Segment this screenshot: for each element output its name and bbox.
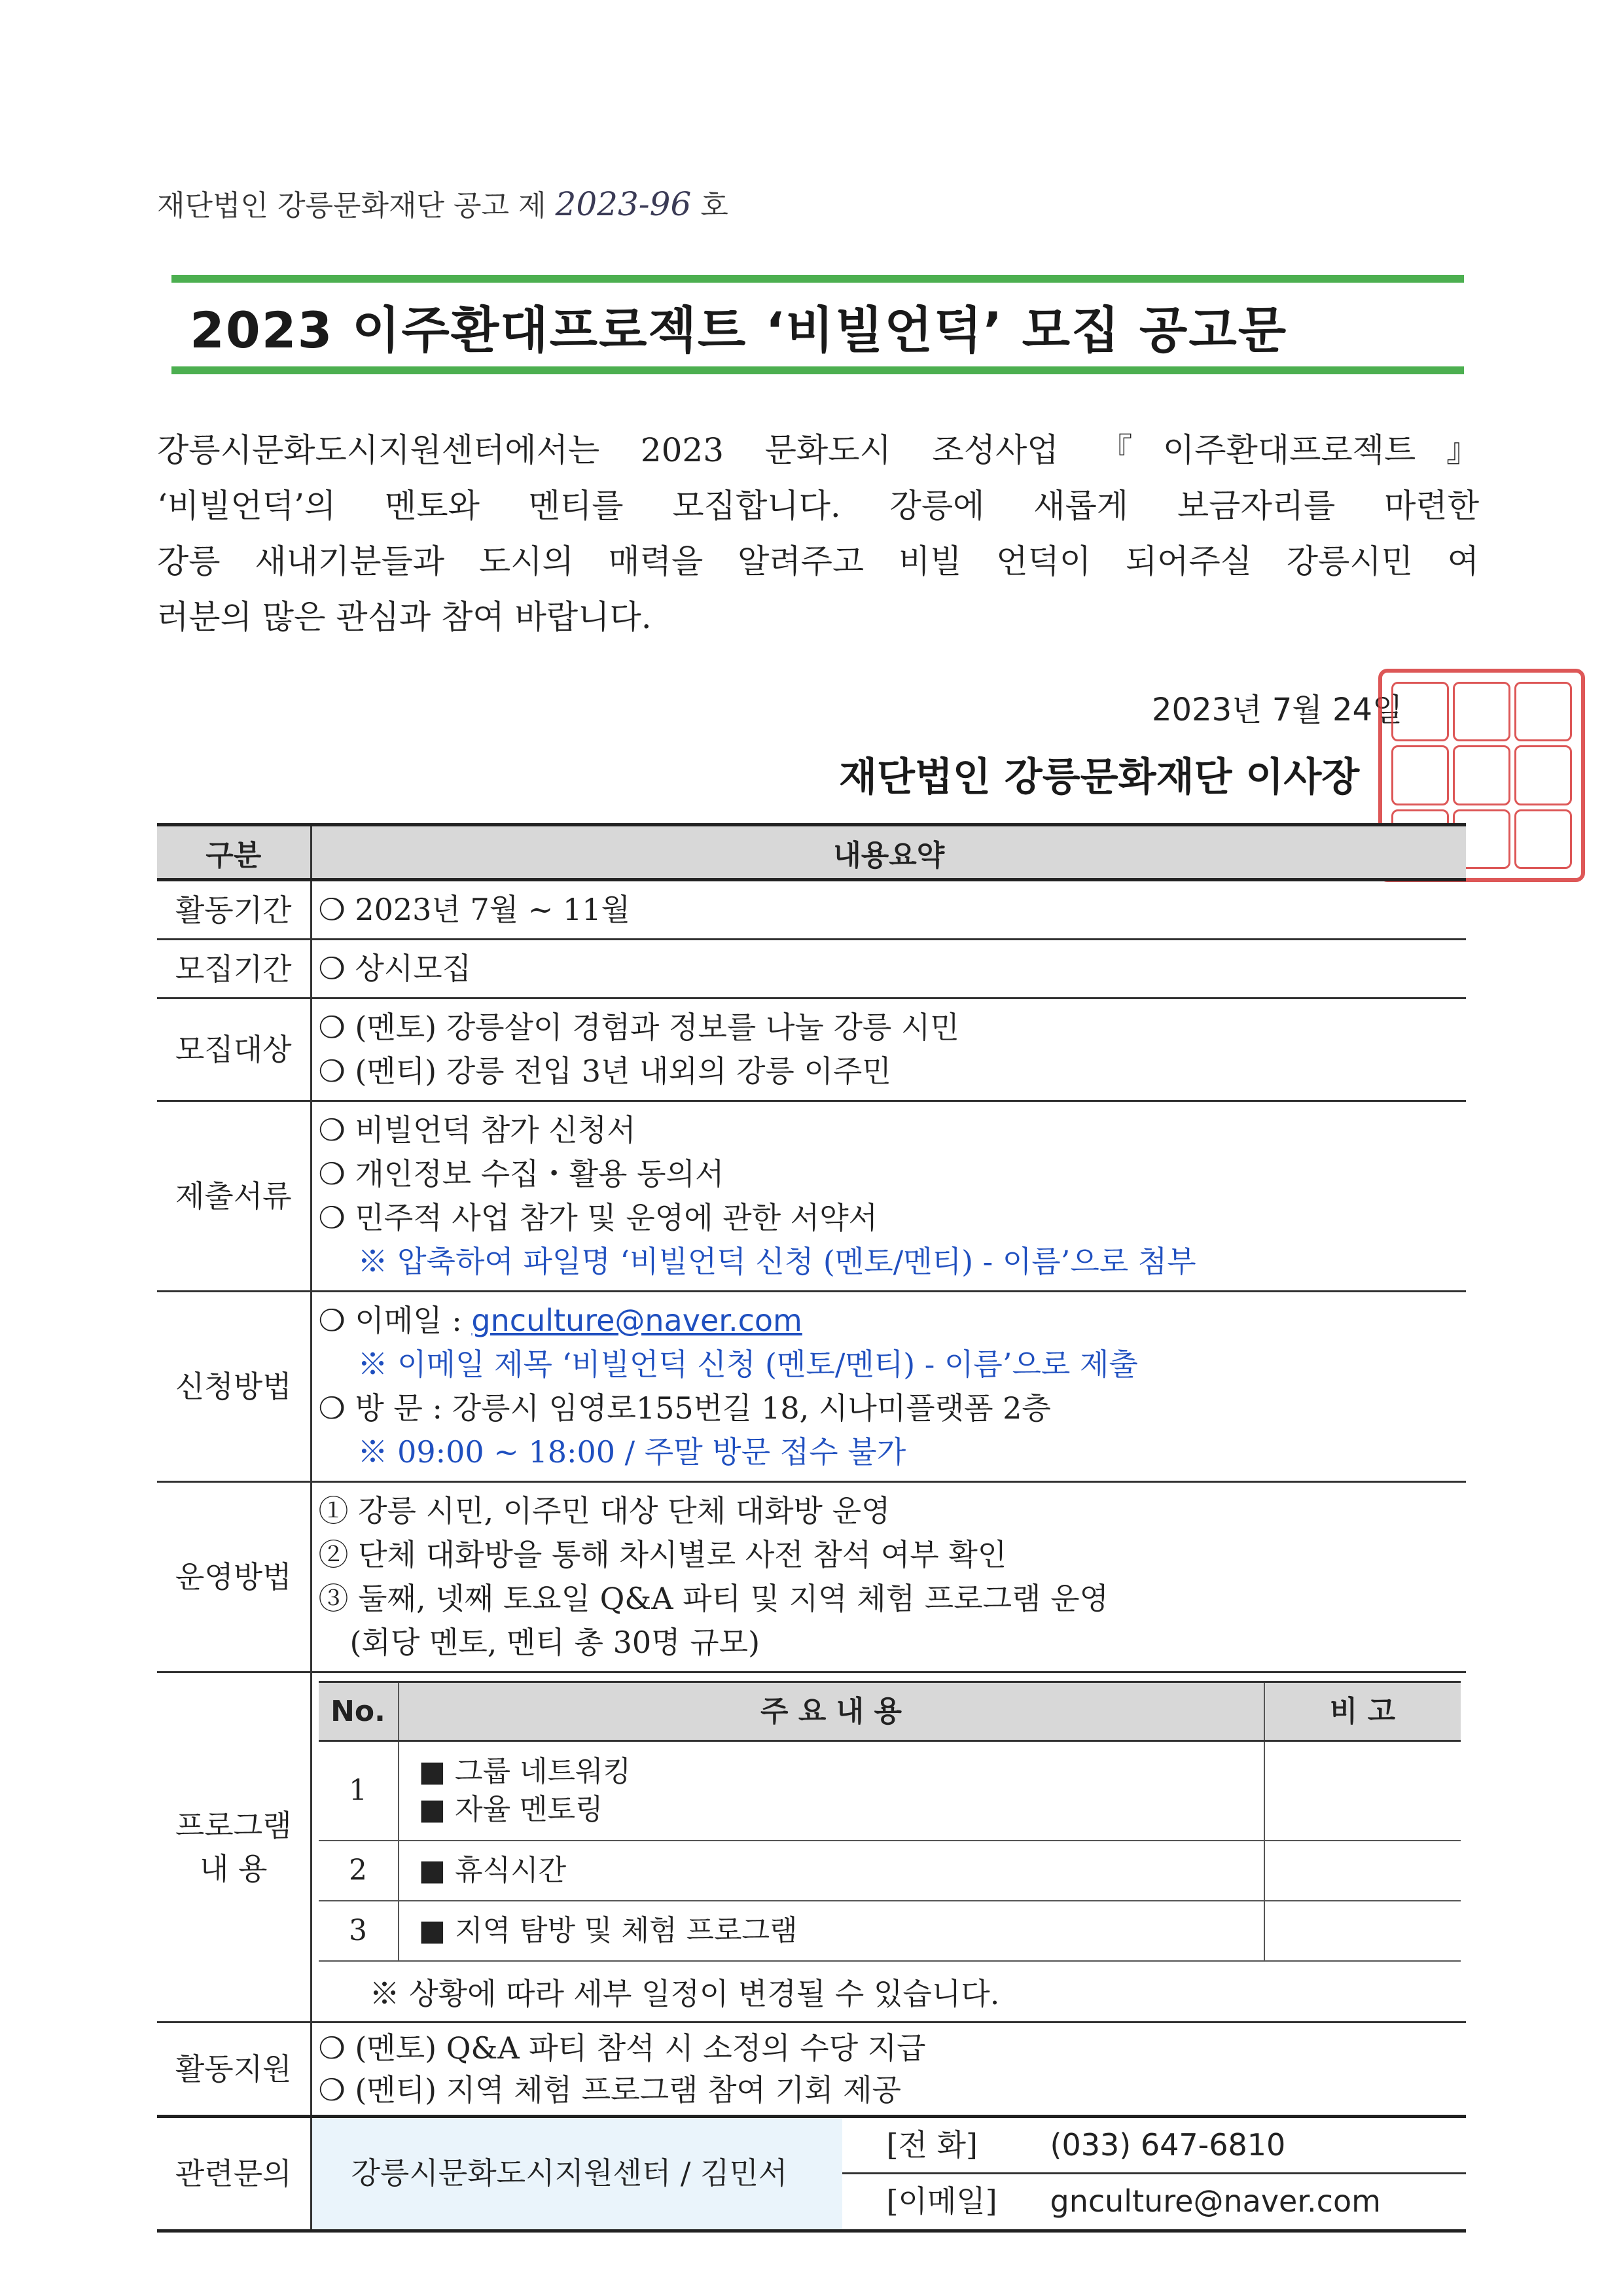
list-item: ❍ (멘티) 강릉 전입 3년 내외의 강릉 이주민 bbox=[318, 1053, 891, 1089]
list-item: ③ 둘째, 넷째 토요일 Q&A 파티 및 지역 체험 프로그램 운영 bbox=[318, 1581, 1109, 1616]
program-remark bbox=[1264, 1741, 1461, 1841]
row-content bbox=[311, 1482, 1466, 1672]
row-label: 신청방법 bbox=[157, 1292, 311, 1482]
intro-line: ‘비빌언덕’의 멘토와 멘티를 모집합니다. 강릉에 새롭게 보금자리를 마련한 bbox=[157, 487, 1479, 525]
program-item: ■ 자율 멘토링 bbox=[418, 1792, 603, 1826]
summary-table bbox=[157, 823, 1466, 2233]
program-label-line1: 프로그램 bbox=[175, 1807, 292, 1843]
program-no: 3 bbox=[319, 1901, 399, 1961]
apply-email-line bbox=[319, 1299, 1467, 1343]
program-item: ■ 그룹 네트워킹 bbox=[418, 1754, 632, 1788]
row-label: 활동지원 bbox=[157, 2022, 311, 2116]
contact-phone[interactable]: (033) 647-6810 bbox=[1050, 2127, 1286, 2163]
column-header-summary: 내용요약 bbox=[311, 825, 1466, 880]
notice-date: 2023년 7월 24일 bbox=[1152, 692, 1403, 728]
list-item: ❍ (멘토) 강릉살이 경험과 정보를 나눌 강릉 시민 bbox=[318, 1010, 959, 1045]
list-item: ❍ 개인정보 수집・활용 동의서 bbox=[318, 1156, 724, 1192]
program-item: ■ 휴식시간 bbox=[418, 1853, 567, 1887]
notice-prefix: 재단법인 강릉문화재단 공고 제 bbox=[157, 189, 546, 222]
contact-email[interactable]: gnculture@naver.com bbox=[1050, 2183, 1381, 2219]
program-desc bbox=[399, 1841, 1264, 1901]
page-title: 2023 이주환대프로젝트 ‘비빌언덕’ 모집 공고문 bbox=[190, 301, 1288, 359]
contact-email-label: [이메일] bbox=[886, 2183, 997, 2219]
row-content: ❍ 상시모집 bbox=[311, 940, 1466, 998]
program-desc bbox=[399, 1901, 1264, 1961]
program-no: 1 bbox=[319, 1741, 399, 1841]
row-content bbox=[311, 2116, 1466, 2231]
program-label-line2: 내 용 bbox=[200, 1850, 268, 1886]
row-content bbox=[311, 998, 1466, 1101]
row-content bbox=[311, 1672, 1466, 2022]
table-row bbox=[319, 1741, 1461, 1841]
contact-organization: 강릉시문화도시지원센터 / 김민서 bbox=[312, 2118, 842, 2229]
intro-line: 러분의 많은 관심과 참여 바랍니다. bbox=[157, 598, 652, 636]
list-item: ❍ 민주적 사업 참가 및 운영에 관한 서약서 bbox=[318, 1200, 878, 1235]
row-content bbox=[311, 1101, 1466, 1292]
row-documents bbox=[157, 1101, 1466, 1292]
list-item: ① 강릉 시민, 이주민 대상 단체 대화방 운영 bbox=[318, 1493, 891, 1528]
row-target bbox=[157, 998, 1466, 1101]
row-support bbox=[157, 2022, 1466, 2116]
list-item: ❍ (멘토) Q&A 파티 참석 시 소정의 수당 지급 bbox=[318, 2030, 926, 2066]
row-label: 모집대상 bbox=[157, 998, 311, 1101]
row-content bbox=[311, 1292, 1466, 1482]
intro-line: 강릉 새내기분들과 도시의 매력을 알려주고 비빌 언덕이 되어주실 강릉시민 여 bbox=[157, 542, 1479, 580]
program-remark bbox=[1264, 1841, 1461, 1901]
documents-note: ※ 압축하여 파일명 ‘비빌언덕 신청 (멘토/멘티) - 이름’으로 첨부 bbox=[357, 1244, 1196, 1279]
apply-visit-note: ※ 09:00 ~ 18:00 / 주말 방문 접수 불가 bbox=[357, 1434, 906, 1470]
title-rule-bottom bbox=[171, 366, 1464, 374]
program-desc bbox=[399, 1741, 1264, 1841]
row-operation bbox=[157, 1482, 1466, 1672]
list-item: ❍ 비빌언덕 참가 신청서 bbox=[318, 1112, 636, 1148]
contact-email-row bbox=[842, 2172, 1467, 2229]
row-apply bbox=[157, 1292, 1466, 1482]
row-label: 제출서류 bbox=[157, 1101, 311, 1292]
row-label: 운영방법 bbox=[157, 1482, 311, 1672]
row-contact bbox=[157, 2116, 1466, 2231]
list-item: (회당 멘토, 멘티 총 30명 규모) bbox=[349, 1625, 760, 1660]
row-activity-period bbox=[157, 880, 1466, 940]
program-remark bbox=[1264, 1901, 1461, 1961]
program-col-main: 주 요 내 용 bbox=[399, 1682, 1264, 1741]
row-label: 관련문의 bbox=[157, 2116, 311, 2231]
row-label: 모집기간 bbox=[157, 940, 311, 998]
table-row bbox=[319, 1901, 1461, 1961]
notice-number-line bbox=[157, 182, 728, 224]
row-content: ❍ 2023년 7월 ~ 11월 bbox=[311, 880, 1466, 940]
notice-suffix: 호 bbox=[700, 189, 728, 222]
contact-phone-label: [전 화] bbox=[886, 2127, 978, 2163]
row-label: 활동기간 bbox=[157, 880, 311, 940]
notice-number: 2023-96 bbox=[555, 185, 692, 223]
row-recruit-period bbox=[157, 940, 1466, 998]
apply-visit-line: ❍ 방 문 : 강릉시 임영로155번길 18, 시나미플랫폼 2층 bbox=[318, 1390, 1051, 1426]
table-row bbox=[319, 1841, 1461, 1901]
row-content bbox=[311, 2022, 1466, 2116]
program-table bbox=[319, 1681, 1461, 1962]
program-table-header bbox=[319, 1682, 1461, 1741]
program-item: ■ 지역 탐방 및 체험 프로그램 bbox=[418, 1913, 798, 1947]
program-no: 2 bbox=[319, 1841, 399, 1901]
contact-phone-row bbox=[842, 2118, 1467, 2173]
issuer-name: 재단법인 강릉문화재단 이사장 bbox=[839, 754, 1360, 800]
title-rule-top bbox=[171, 275, 1464, 283]
apply-email-note: ※ 이메일 제목 ‘비빌언덕 신청 (멘토/멘티) - 이름’으로 제출 bbox=[357, 1347, 1138, 1382]
column-header-category: 구분 bbox=[157, 825, 311, 880]
intro-paragraph bbox=[157, 423, 1479, 645]
list-item: ❍ (멘티) 지역 체험 프로그램 참여 기회 제공 bbox=[318, 2072, 901, 2108]
list-item: ② 단체 대화방을 통해 차시별로 사전 참석 여부 확인 bbox=[318, 1537, 1007, 1572]
apply-email-link[interactable]: gnculture@naver.com bbox=[471, 1303, 802, 1338]
program-col-remark: 비 고 bbox=[1264, 1682, 1461, 1741]
apply-email-label: ❍ 이메일 : bbox=[318, 1303, 472, 1338]
program-note: ※ 상황에 따라 세부 일정이 변경될 수 있습니다. bbox=[369, 1975, 1000, 2011]
program-col-no: No. bbox=[319, 1682, 399, 1741]
title-banner bbox=[171, 275, 1464, 374]
row-label bbox=[157, 1672, 311, 2022]
summary-table-header bbox=[157, 825, 1466, 880]
row-program bbox=[157, 1672, 1466, 2022]
intro-line: 강릉시문화도시지원센터에서는 2023 문화도시 조성사업 『이주환대프로젝트』 bbox=[157, 431, 1479, 469]
